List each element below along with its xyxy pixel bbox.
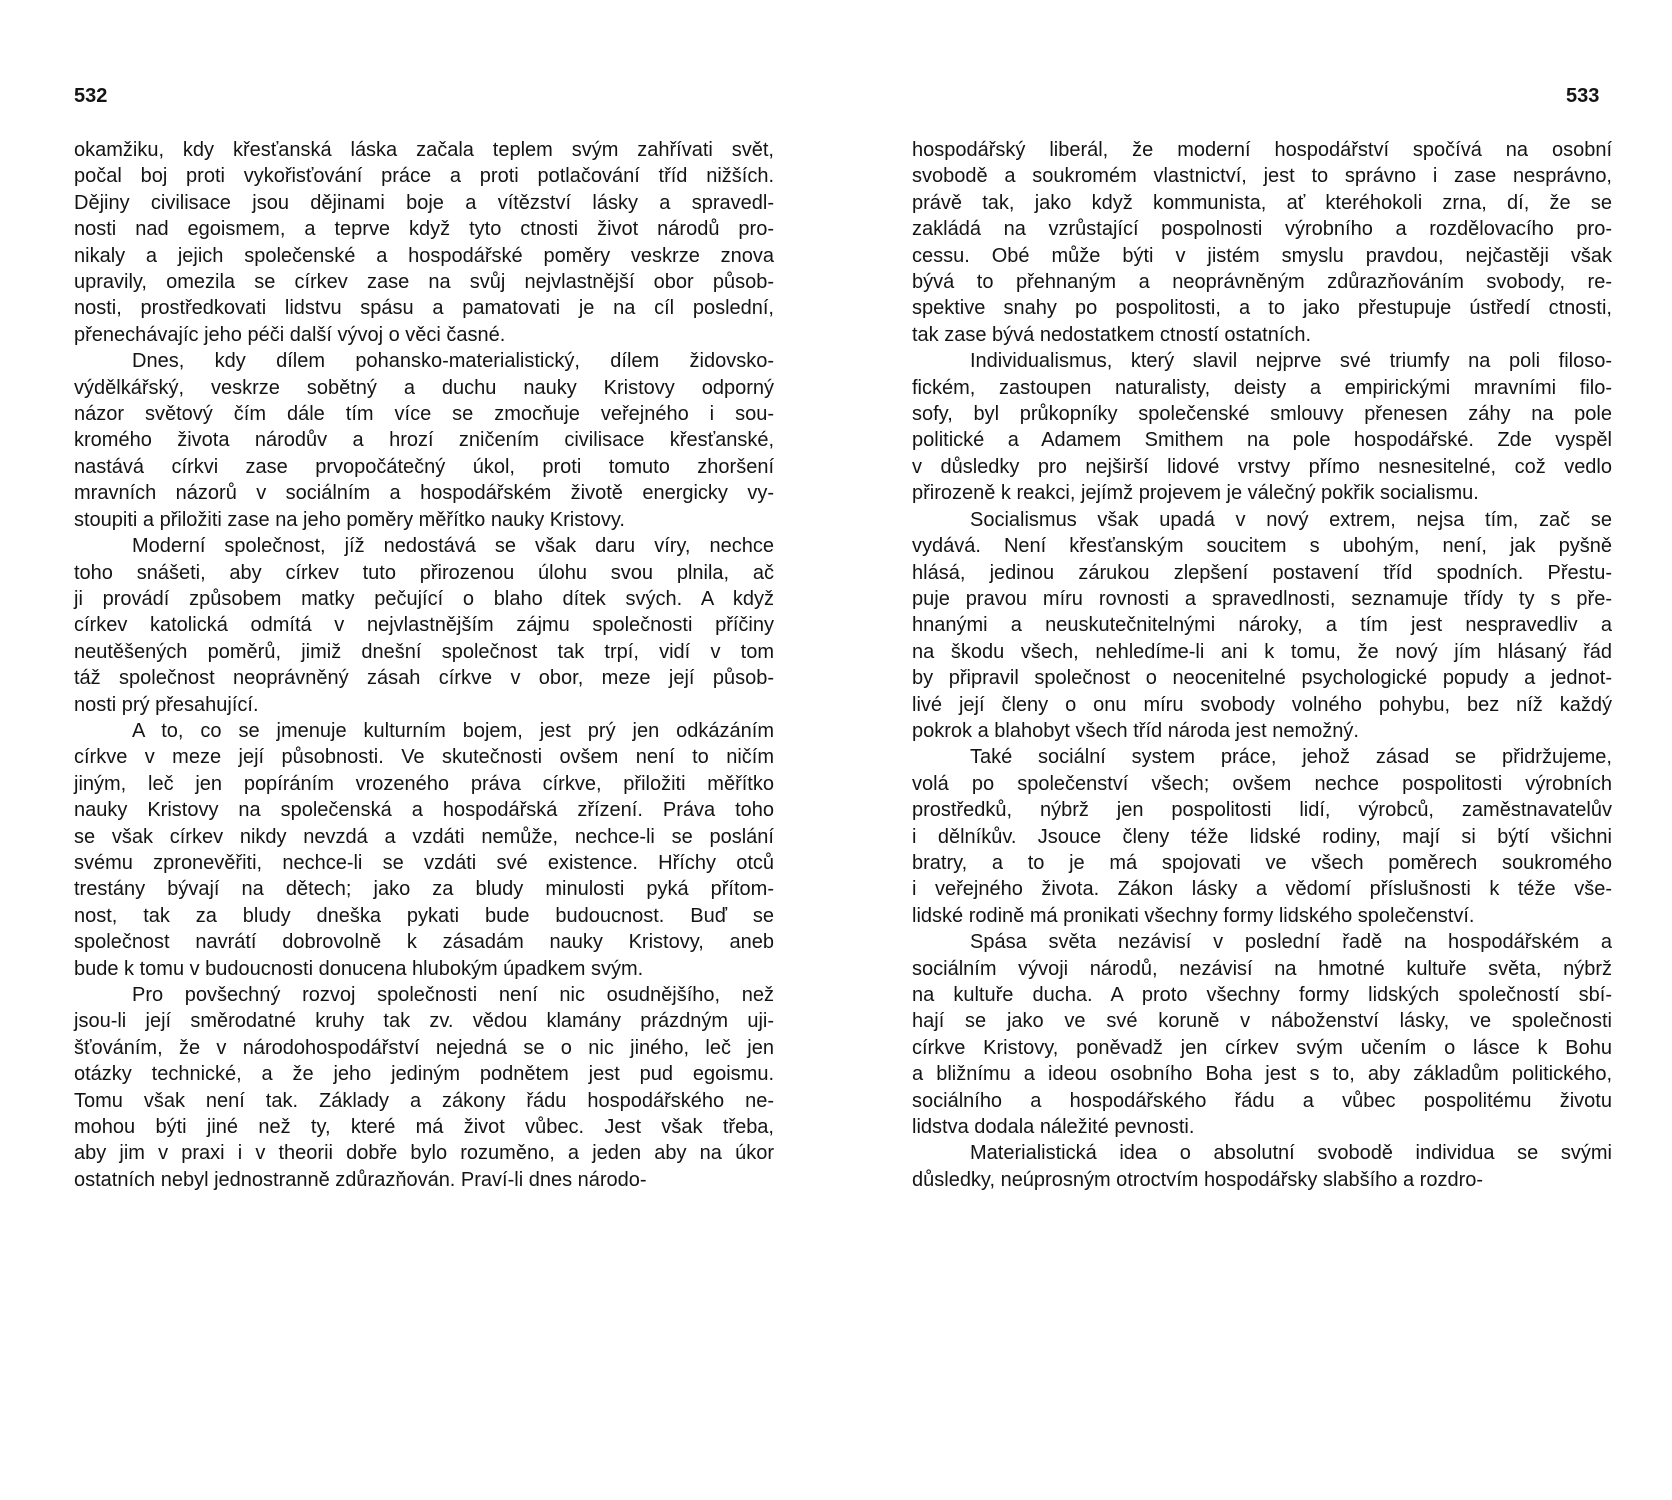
text-line: Dějiny civilisace jsou dějinami boje a vítězství lásky a spravedl- [74, 191, 774, 214]
text-line: fickém, zastoupen naturalisty, deisty a empirickými mravními filo- [912, 376, 1612, 399]
text-line: církev katolická odmítá v nejvlastnějším zájmu společnosti příčiny [74, 614, 774, 637]
text-line: toho snášeti, aby církev tuto přirozenou úlohu svou plnila, ač [74, 561, 774, 584]
text-line: volá po společenství všech; ovšem nechce pospolitosti výrobních [912, 772, 1612, 795]
text-line: počal boj proti vykořisťování práce a proti potlačování tříd nižších. [74, 165, 774, 188]
text-line: cessu. Obé může býti v jistém smyslu pravdou, nejčastěji však [912, 244, 1612, 267]
text-line: sociálním vývoji národů, nezávisí na hmotné kultuře světa, nýbrž [912, 957, 1612, 980]
text-line: spektive snahy po pospolitosti, a to jako přestupuje ústředí ctnosti, [912, 297, 1612, 320]
page-number-right: 533 [1566, 85, 1600, 107]
text-line: Dnes, kdy dílem pohansko-materialistický, dílem židovsko- [132, 350, 774, 373]
text-line: lidské rodině má pronikati všechny formy lidského společenství. [912, 904, 1475, 927]
text-line: stoupiti a přiložiti zase na jeho poměry měřítko nauky Kristovy. [74, 508, 625, 531]
text-line: táž společnost neoprávněný zásah církve v obor, meze její působ- [74, 667, 774, 690]
text-line: bratry, a to je má spojovati ve všech poměrech soukromého [912, 851, 1612, 874]
text-line: Spása světa nezávisí v poslední řadě na hospodářském a [970, 931, 1612, 954]
text-line: lidstva dodala náležité pevnosti. [912, 1116, 1195, 1139]
text-line: na škodu všech, nehledíme-li ani k tomu, že nový jím hlásaný řád [912, 640, 1612, 663]
text-line: i veřejného života. Zákon lásky a vědomí příslušnosti k téže vše- [912, 878, 1612, 901]
text-line: ji provádí způsobem matky pečující o blaho dítek svých. A když [74, 587, 774, 610]
text-line: jiným, leč jen popíráním vrozeného práva církve, přiložiti měřítko [74, 772, 774, 795]
text-line: sociálního a hospodářského řádu a vůbec pospolitému životu [912, 1089, 1612, 1112]
text-line: pokrok a blahobyt všech tříd národa jest nemožný. [912, 719, 1359, 742]
text-line: se však církev nikdy nevzdá a vzdáti nemůže, nechce-li se poslání [74, 825, 774, 848]
text-line: Socialismus však upadá v nový extrem, nejsa tím, zač se [970, 508, 1612, 531]
text-line: přenechávajíc jeho péči další vývoj o věci časné. [74, 323, 506, 346]
text-line: otázky technické, a že jeho jediným podnětem jest pud egoismu. [74, 1063, 774, 1086]
text-line: právě tak, jako když kommunista, ať kteréhokoli zrna, dí, že se [912, 191, 1612, 214]
text-line: nosti prý přesahující. [74, 693, 259, 716]
text-line: puje pravou míru rovnosti a spravedlnosti, seznamuje třídy ty s pře- [912, 587, 1612, 610]
text-line: zakládá na vzrůstající pospolnosti výrobního a rozdělovacího pro- [912, 218, 1612, 241]
text-line: vydává. Není křesťanským soucitem s ubohým, není, jak pyšně [912, 535, 1612, 558]
paragraph [74, 718, 774, 982]
text-line: trestány bývají na dětech; jako za bludy minulosti pyká přítom- [74, 878, 774, 901]
right-page-text [912, 137, 1612, 1193]
text-line: tak zase bývá nedostatkem ctností ostatních. [912, 323, 1312, 346]
text-line: hlásá, jedinou zárukou zlepšení postavení tříd spodních. Přestu- [912, 561, 1612, 584]
text-line: církve v meze její působnosti. Ve skutečnosti ovšem není to ničím [74, 746, 774, 769]
page-number-left: 532 [74, 85, 108, 107]
text-line: livé její členy o onu míru svobody volného pohybu, bez níž každý [912, 693, 1612, 716]
text-line: mravních názorů v sociálním a hospodářském životě energicky vy- [74, 482, 774, 505]
text-line: a bližnímu a ideou osobního Boha jest s to, aby základům politického, [912, 1063, 1612, 1086]
text-line: jsou-li její směrodatné kruhy tak zv. vědou klamány prázdným uji- [74, 1010, 774, 1033]
text-line: nosti nad egoismem, a teprve když tyto ctnosti život národů pro- [74, 218, 774, 241]
text-line: šťováním, že v národohospodářství nejedná se o nic jiného, leč jen [74, 1036, 774, 1059]
text-line: na kultuře ducha. A proto všechny formy lidských společností sbí- [912, 984, 1612, 1006]
text-line: nost, tak za bludy dneška pykati bude budoucnost. Buď se [74, 904, 774, 927]
text-line: společnost navrátí dobrovolně k zásadám nauky Kristovy, aneb [74, 931, 774, 954]
text-line: nikaly a jejich společenské a hospodářské poměry veskrze znova [74, 244, 774, 267]
paragraph [912, 348, 1612, 506]
text-line: politické a Adamem Smithem na pole hospodářské. Zde vyspěl [912, 429, 1612, 452]
paragraph [912, 744, 1612, 929]
text-line: okamžiku, kdy křesťanská láska začala teplem svým zahřívati svět, [74, 139, 774, 161]
text-line: by připravil společnost o neocenitelné psychologické popudy a jednot- [912, 667, 1612, 690]
text-line: A to, co se jmenuje kulturním bojem, jest prý jen odkázáním [132, 719, 774, 742]
text-line: bývá to přehnaným a neoprávněným zdůrazňováním svobody, re- [912, 271, 1612, 294]
text-line: ostatních nebyl jednostranně zdůrazňován. Praví-li dnes národo- [74, 1168, 647, 1191]
paragraph [74, 982, 774, 1193]
text-line: nosti, prostředkovati lidstvu spásu a pamatovati je na cíl poslední, [74, 297, 774, 320]
text-line: prostředků, nýbrž jen pospolitosti lidí, výrobců, zaměstnavatelův [912, 799, 1612, 822]
text-line: sofy, byl průkopníky společenské smlouvy přenesen záhy na pole [912, 403, 1612, 426]
text-line: hospodářský liberál, že moderní hospodářství spočívá na osobní [912, 139, 1612, 161]
text-line: v důsledky pro nejširší lidové vrstvy přímo nesnesitelné, což vedlo [912, 455, 1612, 478]
text-line: svobodě a soukromém vlastnictví, jest to správno i zase nesprávno, [912, 165, 1612, 188]
text-line: bude k tomu v budoucnosti donucena hlubokým úpadkem svým. [74, 957, 644, 980]
paragraph [74, 533, 774, 718]
paragraph [912, 137, 1612, 348]
text-line: církve Kristovy, poněvadž jen církev svým učením o lásce k Bohu [912, 1036, 1612, 1059]
text-line: Individualismus, který slavil nejprve své triumfy na poli filoso- [970, 350, 1612, 373]
paragraph [912, 1140, 1612, 1193]
left-page-text [74, 137, 774, 1193]
text-line: neutěšených poměrů, jimiž dnešní společnost tak trpí, vidí v tom [74, 640, 774, 663]
text-line: hnanými a neuskutečnitelnými nároky, a tím jest nespravedliv a [912, 614, 1612, 637]
text-line: i dělníkův. Jsouce členy téže lidské rodiny, mají si býtí všichni [912, 825, 1612, 848]
text-line: Moderní společnost, jíž nedostává se však daru víry, nechce [132, 535, 774, 558]
paragraph [74, 348, 774, 533]
text-line: výdělkářský, veskrze sobětný a duchu nauky Kristovy odporný [74, 376, 774, 399]
text-line: Pro povšechný rozvoj společnosti není nic osudnějšího, než [132, 984, 774, 1006]
text-line: nauky Kristovy na společenská a hospodářská zřízení. Práva toho [74, 799, 774, 822]
text-line: aby jim v praxi i v theorii dobře bylo rozuměno, a jeden aby na úkor [74, 1142, 774, 1165]
text-line: názor světový čím dále tím více se zmocňuje veřejného i sou- [74, 403, 774, 426]
paragraph [912, 507, 1612, 745]
text-line: Materialistická idea o absolutní svobodě individua se svými [970, 1142, 1612, 1165]
text-line: mohou býti jiné než ty, které má život vůbec. Jest však třeba, [74, 1116, 774, 1139]
text-line: Také sociální system práce, jehož zásad se přidržujeme, [970, 746, 1612, 769]
text-line: svému zpronevěřiti, nechce-li se vzdáti své existence. Hříchy otců [74, 851, 774, 874]
text-line: hají se jako ve své koruně v náboženství lásky, ve společnosti [912, 1010, 1612, 1033]
text-line: nastává církvi zase prvopočátečný úkol, proti tomuto zhoršení [74, 455, 774, 478]
paragraph [74, 137, 774, 348]
text-line: upravily, omezila se církev zase na svůj nejvlastnější obor působ- [74, 271, 774, 294]
text-line: přirozeně k reakci, jejímž projevem je válečný pokřik socialismu. [912, 482, 1479, 505]
paragraph [912, 929, 1612, 1140]
text-line: kromého života národův a hrozí zničením civilisace křesťanské, [74, 429, 774, 452]
text-line: Tomu však není tak. Základy a zákony řádu hospodářského ne- [74, 1089, 774, 1112]
text-line: důsledky, neúprosným otroctvím hospodářsky slabšího a rozdro- [912, 1168, 1484, 1191]
